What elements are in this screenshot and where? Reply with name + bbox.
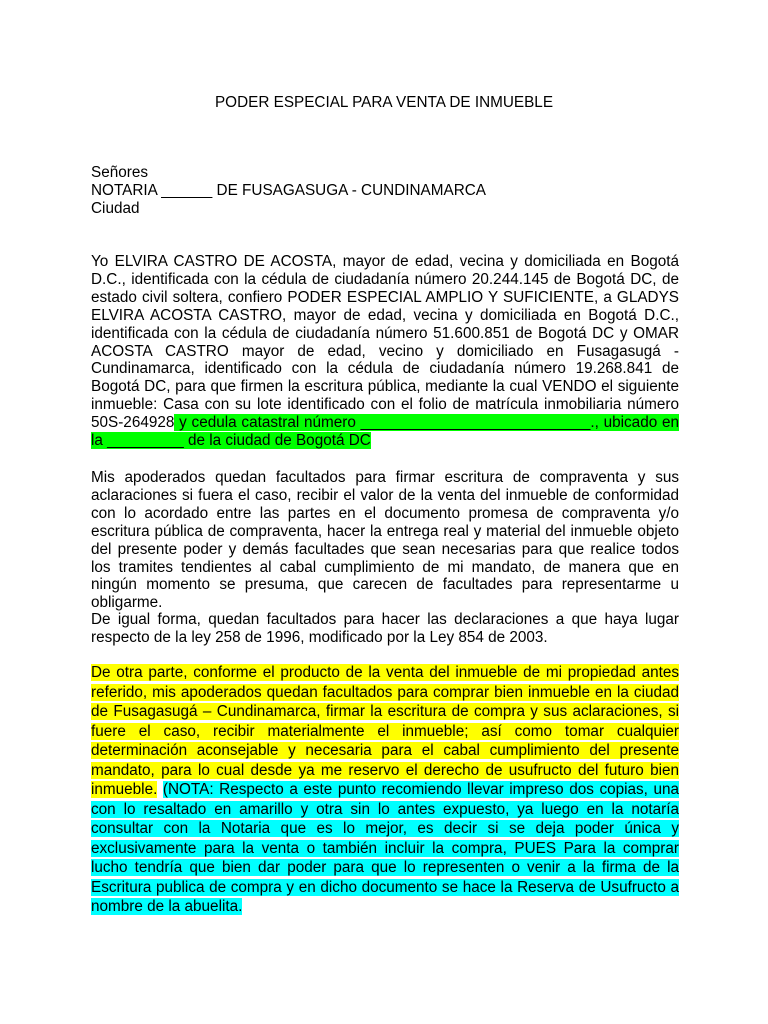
address-salutation: Señores bbox=[91, 164, 148, 181]
paragraph-powers: Mis apoderados quedan facultados para firmar escritura de compraventa y sus aclaraciones si fuera el caso, recibir el valor de la venta del inmueble de conformidad con lo acordado entre las partes en el documento promesa de compraventa y/o escritura pública de compraventa, hacer la entrega real y material del inmueble objeto del presente poder y demás facultades que sean necesarias para que realice todos los tramites tendientes al cabal cumplimiento de mi mandato, de manera que en ningún momento se presuma, que carecen de facultades para representarme u obligarme. bbox=[91, 469, 679, 612]
address-notary: NOTARIA ______ DE FUSAGASUGA - CUNDINAMARCA bbox=[91, 182, 486, 199]
paragraph-grant-of-power bbox=[91, 253, 679, 450]
yellow-highlighted-text: De otra parte, conforme el producto de la venta del inmueble de mi propiedad antes referido, mis apoderados quedan facultados para comprar bien inmueble en la ciudad de Fusagasugá – Cundinamarca, firmar la escritura de compra y sus aclaraciones, si fuere el caso, recibir materialmente el inmueble; así como tomar cualquier determinación aconsejable y necesaria para el cabal cumplimiento del presente mandato, para lo cual desde ya me reservo el derecho de usufructo del futuro bien inmueble. bbox=[91, 664, 679, 798]
paragraph-grant-text: Yo ELVIRA CASTRO DE ACOSTA, mayor de edad, vecina y domiciliada en Bogotá D.C., identificada con la cédula de ciudadanía número 20.244.145 de Bogotá DC, de estado civil soltera, confiero PODER ESPECIAL AMPLIO Y SUFICIENTE, a GLADYS ELVIRA ACOSTA CASTRO, mayor de edad, vecina y domiciliada en Bogotá D.C., identificada con la cédula de ciudadanía número 51.600.851 de Bogotá DC y OMAR ACOSTA CASTRO mayor de edad, vecino y domiciliado en Fusagasugá - Cundinamarca, identificado con la cédula de ciudadanía número 19.268.841 de Bogotá DC, para que firmen la escritura pública, mediante la cual VENDO el siguiente inmueble: Casa con su lote identificado con el folio de matrícula inmobiliaria número 50S-264928 bbox=[91, 253, 679, 432]
paragraph-purchase-note bbox=[91, 663, 679, 917]
cyan-highlighted-note: (NOTA: Respecto a este punto recomiendo llevar impreso dos copias, una con lo resaltado en amarillo y otra sin lo antes expuesto, ya luego en la notaría consultar con la Notaria que es lo mejor, es decir si se deja poder única y exclusivamente para la venta o también incluir la compra, PUES Para la comprar lucho tendría que bien dar poder para que lo representen o venir a la firma de la Escritura publica de compra y en dicho documento se hace la Reserva de Usufructo a nombre de la abuelita. bbox=[91, 781, 679, 915]
paragraph-declarations: De igual forma, quedan facultados para hacer las declaraciones a que haya lugar respecto de la ley 258 de 1996, modificado por la Ley 854 de 2003. bbox=[91, 611, 679, 646]
address-block bbox=[91, 164, 486, 218]
document-title: PODER ESPECIAL PARA VENTA DE INMUEBLE bbox=[214, 94, 554, 111]
green-highlighted-text: y cedula catastral número ___________________________., ubicado en la _________ de la ciudad de Bogotá DC bbox=[91, 414, 679, 450]
address-city: Ciudad bbox=[91, 200, 140, 217]
